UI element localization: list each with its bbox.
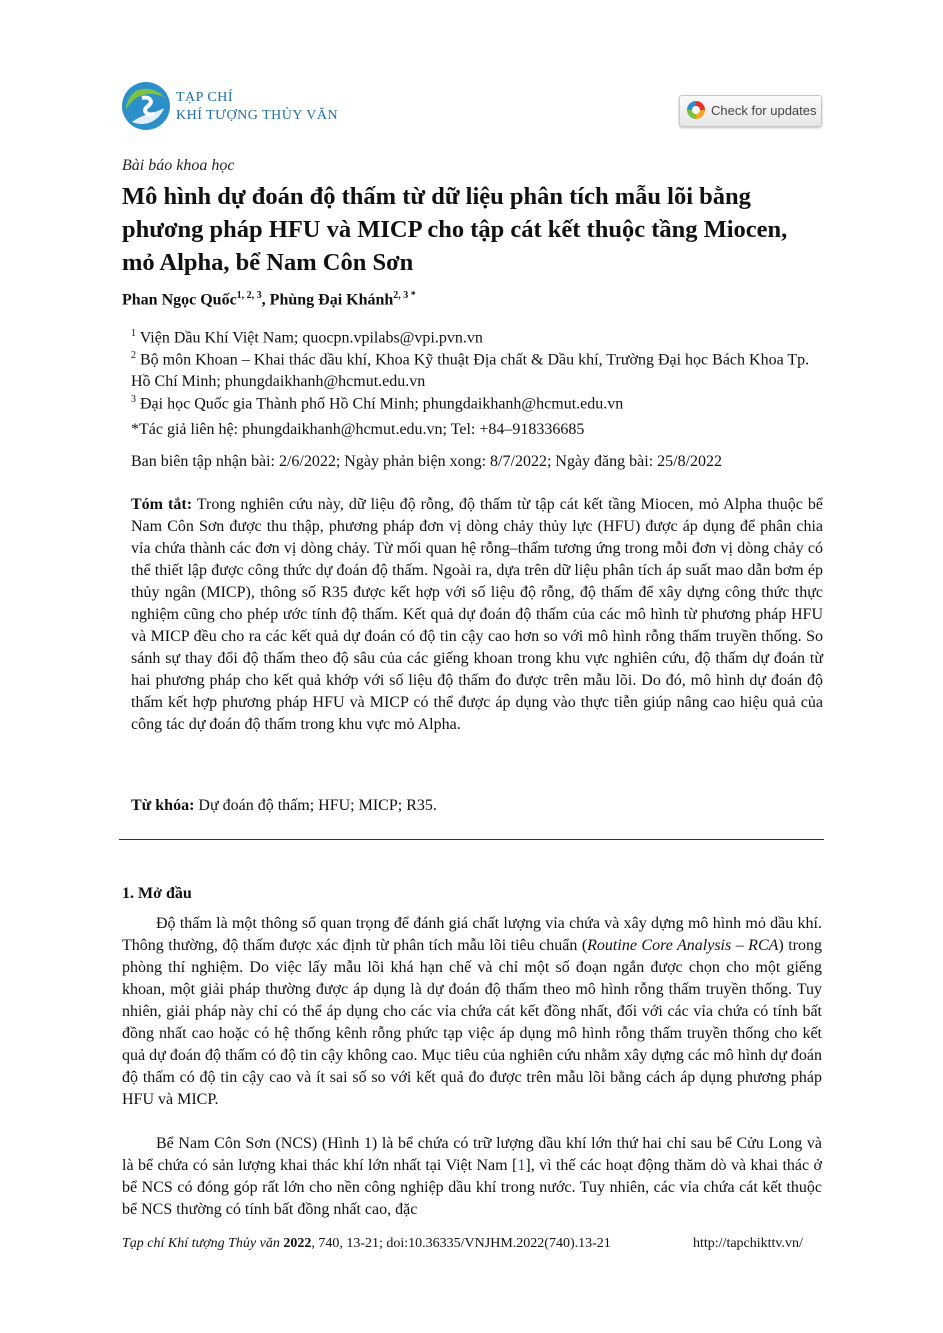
paragraph: Độ thấm là một thông số quan trọng để đánh giá chất lượng vỉa chứa và xây dựng mô hình mỏ dầu khí. Thông thường, độ thấm được xác định từ phân tích mẫu lõi tiêu chuẩn (Routine Core Analysis – RCA) trong phòng thí nghiệm. Do việc lấy mẫu lõi khá hạn chế và chỉ một số đoạn ngắn được chọn cho một giếng khoan, một giải pháp thường được áp dụng là dự đoán độ thấm theo mô hình rỗng thấm truyền thống. Tuy nhiên, giải pháp này chỉ có thể áp dụng cho các vỉa chứa cát kết đồng nhất, đối với các vỉa chứa có tính bất đồng nhất cao hoặc có hệ thống kênh rỗng phức tạp việc áp dụng mô hình rỗng thấm truyền thống cho kết quả dự đoán độ thấm có độ tin cậy không cao. Mục tiêu của nghiên cứu nhằm xây dựng các mô hình dự đoán độ thấm có độ tin cậy cao và ít sai số so với kết quả đo được trên mẫu lõi bằng cách áp dụng phương pháp HFU và MICP.: [122, 915, 822, 1108]
journal-logo: [120, 80, 360, 136]
journal-logo-icon: [120, 80, 172, 132]
footer-citation: Tạp chí Khí tượng Thủy văn 2022, 740, 13-21; doi:10.36335/VNJHM.2022(740).13-21: [122, 1236, 611, 1251]
affiliation: $^2$ Bộ môn Khoan – Khai thác dầu khí, Khoa Kỹ thuật Địa chất & Dầu khí, Trường Đại học Bách Khoa Tp. Hồ Chí Minh; phungdaikhanh@hcmut.edu.vn: [131, 350, 810, 391]
author-name: Phùng Đại Khánh: [269, 291, 394, 309]
check-updates-icon: [686, 100, 706, 122]
author-separator: ,: [261, 291, 270, 309]
divider: [119, 839, 824, 840]
article-type: Bài báo khoa học: [122, 157, 235, 174]
author-name: Phan Ngọc Quốc: [122, 291, 237, 309]
affiliation: $^1$ Viện Dầu Khí Việt Nam; quocpn.vpilabs@vpi.pvn.vn: [131, 328, 483, 347]
keywords-label: Từ khóa:: [131, 797, 195, 814]
author-affiliation-ref: 1, 2, 3: [236, 290, 262, 301]
affiliation: $^3$ Đại học Quốc gia Thành phố Hồ Chí Minh; phungdaikhanh@hcmut.edu.vn: [131, 394, 624, 413]
journal-name-line1: TẠP CHÍ: [176, 90, 234, 105]
article-title: Mô hình dự đoán độ thấm từ dữ liệu phân tích mẫu lõi bằng phương pháp HFU và MICP cho tập cát kết thuộc tầng Miocen, mỏ Alpha, bể Nam Côn Sơn: [122, 183, 788, 276]
paragraph: Bể Nam Côn Sơn (NCS) (Hình 1) là bể chứa có trữ lượng dầu khí lớn thứ hai chỉ sau bể Cửu Long và là bể chứa có sản lượng khai thác khí lớn nhất tại Việt Nam [1], vì thế các hoạt động thăm dò và khai thác ở bể NCS có đóng góp rất lớn cho nền công nghiệp dầu khí trong nước. Tuy nhiên, các vỉa chứa cát kết thuộc bể NCS thường có tính bất đồng nhất cao, đặc: [122, 1135, 823, 1218]
abstract-text: Trong nghiên cứu này, dữ liệu độ rỗng, độ thấm từ tập cát kết tầng Miocen, mỏ Alpha thuộc bể Nam Côn Sơn được thu thập, phương pháp đơn vị dòng chảy thủy lực (HFU) được áp dụng để phân chia vỉa chứa thành các đơn vị dòng chảy. Từ mối quan hệ rỗng–thấm tương ứng trong mỗi đơn vị dòng chảy có thể thiết lập được công thức dự đoán độ thấm. Ngoài ra, dựa trên dữ liệu phân tích áp suất mao dẫn bơm ép thủy ngân (MICP), thông số R35 được kết hợp với số liệu độ rỗng, độ thấm để xây dựng công thức thực nghiệm cũng cho phép ước tính độ thấm. Kết quả dự đoán độ thấm của các mô hình từ phương pháp HFU và MICP đều cho ra các kết quả dự đoán có độ tin cậy cao hơn so với mô hình rỗng thấm truyền thống. So sánh sự thay đổi độ thấm theo độ sâu của các giếng khoan trong khu vực nghiên cứu, độ thấm dự đoán từ hai phương pháp cho kết quả khớp với số liệu độ thấm đo được trên mẫu lõi. Do đó, mô hình dự đoán độ thấm kết hợp phương pháp HFU và MICP có thể được áp dụng vào thực tiễn giúp nâng cao hiệu quả của công tác dự đoán độ thấm trong khu vực mỏ Alpha.: [131, 496, 824, 733]
check-for-updates-button[interactable]: [679, 95, 822, 127]
keywords: [131, 797, 437, 815]
check-for-updates-label: Check for updates: [711, 103, 817, 118]
abstract: [131, 494, 823, 736]
reference-link[interactable]: 1: [517, 1157, 526, 1174]
corresponding-author: *Tác giả liên hệ: phungdaikhanh@hcmut.edu.vn; Tel: +84–918336685: [131, 421, 585, 438]
submission-dates: Ban biên tập nhận bài: 2/6/2022; Ngày phản biện xong: 8/7/2022; Ngày đăng bài: 25/8/2022: [131, 453, 723, 470]
footer-url[interactable]: http://tapchikttv.vn/: [693, 1236, 803, 1251]
author-list: [122, 290, 416, 309]
author-affiliation-ref: 2, 3 *: [393, 290, 416, 301]
keywords-text: Dự đoán độ thấm; HFU; MICP; R35.: [194, 797, 437, 814]
section-heading: 1. Mở đầu: [122, 885, 192, 902]
journal-name-line2: KHÍ TƯỢNG THỦY VĂN: [176, 108, 339, 123]
abstract-label: Tóm tắt:: [131, 496, 193, 513]
